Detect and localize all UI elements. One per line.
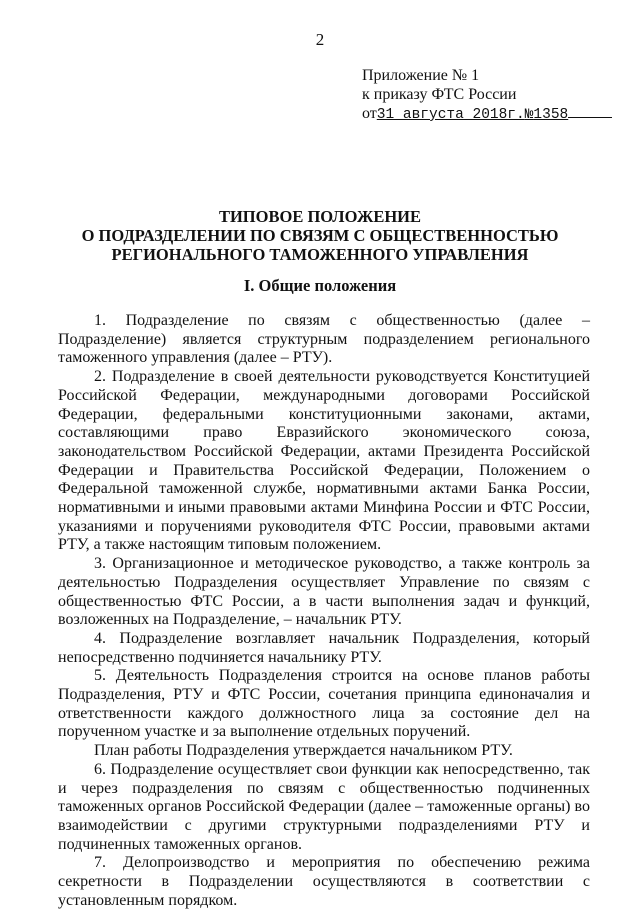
document-body (58, 312, 590, 911)
paragraph-4: 4. Подразделение возглавляет начальник Подразделения, который непосредственно подчиняется начальнику РТУ. (58, 629, 590, 666)
paragraph-3: 3. Организационное и методическое руководство, а также контроль за деятельностью Подразделения осуществляет Управление по связям с общественностью ФТС России, а в части выполнения задач и функций, возложенных на Подразделение, – начальник РТУ. (58, 555, 590, 629)
order-underline (568, 104, 612, 118)
paragraph-7: 7. Делопроизводство и мероприятия по обеспечению режима секретности в Подразделении осуществляются в соответствии с установленным порядком. (58, 854, 590, 909)
document-title (0, 207, 640, 264)
title-line-3: РЕГИОНАЛЬНОГО ТАМОЖЕННОГО УПРАВЛЕНИЯ (111, 245, 529, 264)
order-number: 1358 (533, 107, 569, 123)
paragraph-6: 6. Подразделение осуществляет свои функции как непосредственно, так и через подразделения по связям с общественностью подчиненных таможенных органов Российской Федерации (далее – таможенные органы) во взаимодействии с другими структурными подразделениями РТУ и подчиненных таможенных органов. (58, 760, 590, 853)
order-prefix: от (362, 105, 377, 122)
section-heading: I. Общие положения (243, 276, 397, 295)
paragraph-5: 5. Деятельность Подразделения строится на основе планов работы Подразделения, РТУ и ФТС России, сочетания принципа единоначалия и ответственности каждого должностного лица за состояние дел на порученном участке и за выполнение отдельных поручений. (58, 667, 590, 741)
order-date: 31 августа 2018г. (376, 107, 525, 123)
order-number-sign: № (524, 107, 534, 123)
paragraph-1: 1. Подразделение по связям с общественностью (далее – Подразделение) является структурным подразделением регионального таможенного управления (далее – РТУ). (58, 312, 590, 367)
attachment-block (362, 66, 612, 125)
paragraph-2: 2. Подразделение в своей деятельности руководствуется Конституцией Российской Федерации, международными договорами Российской Федерации, федеральными конституционными законами, актами, составляющими право Евразийского экономического союза, законодательством Российской Федерации, актами Президента Российской Федерации и Правительства Российской Федерации, Положением о Федеральной таможенной службе, нормативными актами Банка России, нормативными и иными правовыми актами Минфина России и ФТС России, указаниями и поручениями руководителя ФТС России, правовыми актами РТУ, а также настоящим типовым положением. (58, 368, 590, 554)
attachment-label: Приложение № 1 (362, 67, 480, 84)
order-date-line (362, 104, 612, 125)
title-line-1: ТИПОВОЕ ПОЛОЖЕНИЕ (218, 207, 422, 226)
order-reference: к приказу ФТС России (362, 86, 517, 103)
title-line-2: О ПОДРАЗДЕЛЕНИИ ПО СВЯЗЯМ С ОБЩЕСТВЕННОСТЬЮ (81, 226, 559, 245)
paragraph-5-plan: План работы Подразделения утверждается начальником РТУ. (94, 742, 513, 760)
page-number: 2 (315, 30, 325, 49)
